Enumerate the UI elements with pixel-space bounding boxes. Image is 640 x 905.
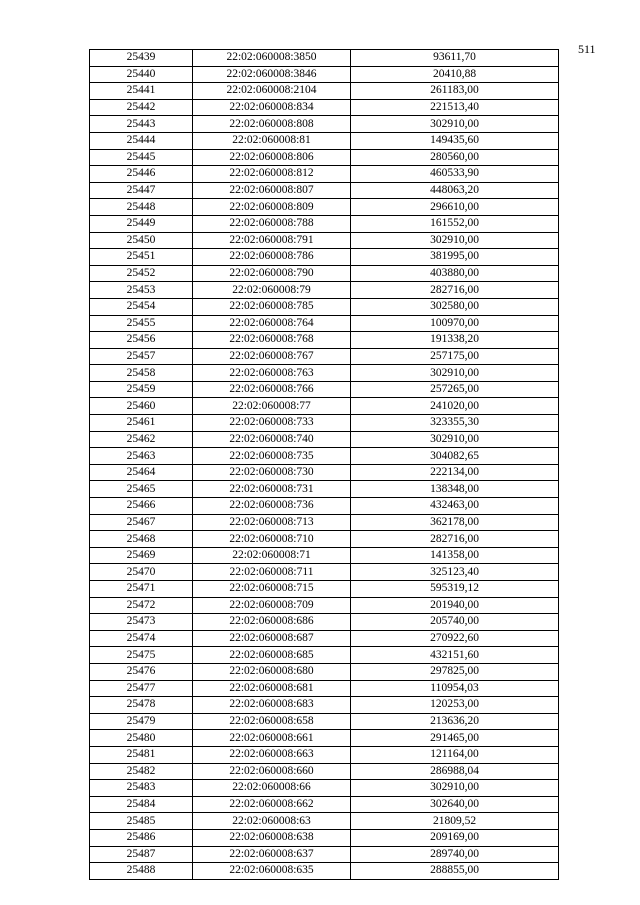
table-row bbox=[90, 746, 559, 763]
row-number-cell: 25451 bbox=[90, 249, 193, 266]
cadastral-number-cell: 22:02:060008:735 bbox=[193, 448, 351, 465]
cadastral-number-cell: 22:02:060008:768 bbox=[193, 332, 351, 349]
table-row bbox=[90, 365, 559, 382]
row-number-cell: 25467 bbox=[90, 514, 193, 531]
row-number-cell: 25453 bbox=[90, 282, 193, 299]
cadastral-number-cell: 22:02:060008:3846 bbox=[193, 66, 351, 83]
cadastral-number-cell: 22:02:060008:834 bbox=[193, 99, 351, 116]
row-number-cell: 25483 bbox=[90, 780, 193, 797]
value-cell: 20410,88 bbox=[351, 66, 559, 83]
row-number-cell: 25486 bbox=[90, 829, 193, 846]
table-row bbox=[90, 780, 559, 797]
cadastral-number-cell: 22:02:060008:736 bbox=[193, 498, 351, 515]
row-number-cell: 25443 bbox=[90, 116, 193, 133]
cadastral-number-cell: 22:02:060008:731 bbox=[193, 481, 351, 498]
cadastral-number-cell: 22:02:060008:730 bbox=[193, 464, 351, 481]
value-cell: 288855,00 bbox=[351, 863, 559, 880]
cadastral-number-cell: 22:02:060008:681 bbox=[193, 680, 351, 697]
table-row bbox=[90, 697, 559, 714]
cadastral-number-cell: 22:02:060008:806 bbox=[193, 149, 351, 166]
row-number-cell: 25459 bbox=[90, 381, 193, 398]
value-cell: 205740,00 bbox=[351, 614, 559, 631]
value-cell: 289740,00 bbox=[351, 846, 559, 863]
row-number-cell: 25445 bbox=[90, 149, 193, 166]
cadastral-number-cell: 22:02:060008:786 bbox=[193, 249, 351, 266]
table-row bbox=[90, 249, 559, 266]
table-row bbox=[90, 498, 559, 515]
value-cell: 270922,60 bbox=[351, 630, 559, 647]
row-number-cell: 25470 bbox=[90, 564, 193, 581]
cadastral-number-cell: 22:02:060008:709 bbox=[193, 597, 351, 614]
cadastral-number-cell: 22:02:060008:2104 bbox=[193, 83, 351, 100]
cadastral-number-cell: 22:02:060008:71 bbox=[193, 547, 351, 564]
cadastral-number-cell: 22:02:060008:661 bbox=[193, 730, 351, 747]
table-row bbox=[90, 149, 559, 166]
cadastral-number-cell: 22:02:060008:710 bbox=[193, 531, 351, 548]
value-cell: 286988,04 bbox=[351, 763, 559, 780]
table-row bbox=[90, 332, 559, 349]
value-cell: 121164,00 bbox=[351, 746, 559, 763]
table-row bbox=[90, 846, 559, 863]
row-number-cell: 25444 bbox=[90, 132, 193, 149]
row-number-cell: 25457 bbox=[90, 348, 193, 365]
row-number-cell: 25468 bbox=[90, 531, 193, 548]
value-cell: 460533,90 bbox=[351, 166, 559, 183]
table-row bbox=[90, 66, 559, 83]
value-cell: 161552,00 bbox=[351, 215, 559, 232]
cadastral-number-cell: 22:02:060008:63 bbox=[193, 813, 351, 830]
cadastral-number-cell: 22:02:060008:807 bbox=[193, 182, 351, 199]
table-row bbox=[90, 514, 559, 531]
table-row bbox=[90, 415, 559, 432]
cadastral-number-cell: 22:02:060008:658 bbox=[193, 713, 351, 730]
table-row bbox=[90, 166, 559, 183]
table-row bbox=[90, 348, 559, 365]
table-row bbox=[90, 730, 559, 747]
cadastral-number-cell: 22:02:060008:680 bbox=[193, 663, 351, 680]
value-cell: 304082,65 bbox=[351, 448, 559, 465]
row-number-cell: 25472 bbox=[90, 597, 193, 614]
table-row bbox=[90, 182, 559, 199]
row-number-cell: 25478 bbox=[90, 697, 193, 714]
value-cell: 100970,00 bbox=[351, 315, 559, 332]
value-cell: 241020,00 bbox=[351, 398, 559, 415]
cadastral-number-cell: 22:02:060008:791 bbox=[193, 232, 351, 249]
cadastral-number-cell: 22:02:060008:767 bbox=[193, 348, 351, 365]
table-row bbox=[90, 564, 559, 581]
row-number-cell: 25487 bbox=[90, 846, 193, 863]
value-cell: 302580,00 bbox=[351, 298, 559, 315]
cadastral-number-cell: 22:02:060008:683 bbox=[193, 697, 351, 714]
row-number-cell: 25471 bbox=[90, 581, 193, 598]
cadastral-number-cell: 22:02:060008:3850 bbox=[193, 50, 351, 67]
table-row bbox=[90, 663, 559, 680]
table-row bbox=[90, 481, 559, 498]
value-cell: 110954,03 bbox=[351, 680, 559, 697]
value-cell: 213636,20 bbox=[351, 713, 559, 730]
page-number: 511 bbox=[578, 42, 596, 56]
value-cell: 403880,00 bbox=[351, 265, 559, 282]
table-row bbox=[90, 83, 559, 100]
cadastral-number-cell: 22:02:060008:812 bbox=[193, 166, 351, 183]
value-cell: 222134,00 bbox=[351, 464, 559, 481]
cadastral-number-cell: 22:02:060008:711 bbox=[193, 564, 351, 581]
row-number-cell: 25484 bbox=[90, 796, 193, 813]
row-number-cell: 25485 bbox=[90, 813, 193, 830]
cadastral-number-cell: 22:02:060008:81 bbox=[193, 132, 351, 149]
value-cell: 296610,00 bbox=[351, 199, 559, 216]
row-number-cell: 25454 bbox=[90, 298, 193, 315]
row-number-cell: 25488 bbox=[90, 863, 193, 880]
row-number-cell: 25448 bbox=[90, 199, 193, 216]
value-cell: 257265,00 bbox=[351, 381, 559, 398]
row-number-cell: 25440 bbox=[90, 66, 193, 83]
row-number-cell: 25452 bbox=[90, 265, 193, 282]
table-row bbox=[90, 431, 559, 448]
cadastral-number-cell: 22:02:060008:662 bbox=[193, 796, 351, 813]
cadastral-number-cell: 22:02:060008:785 bbox=[193, 298, 351, 315]
value-cell: 381995,00 bbox=[351, 249, 559, 266]
cadastral-number-cell: 22:02:060008:79 bbox=[193, 282, 351, 299]
value-cell: 302910,00 bbox=[351, 431, 559, 448]
cadastral-table bbox=[89, 49, 559, 880]
cadastral-number-cell: 22:02:060008:687 bbox=[193, 630, 351, 647]
table-row bbox=[90, 50, 559, 67]
row-number-cell: 25441 bbox=[90, 83, 193, 100]
cadastral-number-cell: 22:02:060008:766 bbox=[193, 381, 351, 398]
cadastral-number-cell: 22:02:060008:660 bbox=[193, 763, 351, 780]
table-row bbox=[90, 282, 559, 299]
table-row bbox=[90, 99, 559, 116]
row-number-cell: 25474 bbox=[90, 630, 193, 647]
table-row bbox=[90, 713, 559, 730]
value-cell: 325123,40 bbox=[351, 564, 559, 581]
table-row bbox=[90, 398, 559, 415]
table-row bbox=[90, 232, 559, 249]
row-number-cell: 25456 bbox=[90, 332, 193, 349]
value-cell: 432151,60 bbox=[351, 647, 559, 664]
table-row bbox=[90, 116, 559, 133]
table-row bbox=[90, 448, 559, 465]
cadastral-number-cell: 22:02:060008:66 bbox=[193, 780, 351, 797]
table-row bbox=[90, 464, 559, 481]
value-cell: 257175,00 bbox=[351, 348, 559, 365]
cadastral-number-cell: 22:02:060008:637 bbox=[193, 846, 351, 863]
cadastral-number-cell: 22:02:060008:715 bbox=[193, 581, 351, 598]
value-cell: 209169,00 bbox=[351, 829, 559, 846]
table-row bbox=[90, 763, 559, 780]
row-number-cell: 25480 bbox=[90, 730, 193, 747]
row-number-cell: 25458 bbox=[90, 365, 193, 382]
cadastral-number-cell: 22:02:060008:663 bbox=[193, 746, 351, 763]
table-row bbox=[90, 597, 559, 614]
row-number-cell: 25450 bbox=[90, 232, 193, 249]
row-number-cell: 25464 bbox=[90, 464, 193, 481]
value-cell: 302910,00 bbox=[351, 780, 559, 797]
value-cell: 191338,20 bbox=[351, 332, 559, 349]
row-number-cell: 25465 bbox=[90, 481, 193, 498]
table-row bbox=[90, 647, 559, 664]
value-cell: 149435,60 bbox=[351, 132, 559, 149]
value-cell: 448063,20 bbox=[351, 182, 559, 199]
value-cell: 302640,00 bbox=[351, 796, 559, 813]
value-cell: 323355,30 bbox=[351, 415, 559, 432]
row-number-cell: 25477 bbox=[90, 680, 193, 697]
value-cell: 138348,00 bbox=[351, 481, 559, 498]
value-cell: 280560,00 bbox=[351, 149, 559, 166]
table-row bbox=[90, 381, 559, 398]
value-cell: 93611,70 bbox=[351, 50, 559, 67]
row-number-cell: 25473 bbox=[90, 614, 193, 631]
table-row bbox=[90, 581, 559, 598]
cadastral-number-cell: 22:02:060008:77 bbox=[193, 398, 351, 415]
table-row bbox=[90, 813, 559, 830]
value-cell: 302910,00 bbox=[351, 232, 559, 249]
row-number-cell: 25469 bbox=[90, 547, 193, 564]
value-cell: 297825,00 bbox=[351, 663, 559, 680]
row-number-cell: 25475 bbox=[90, 647, 193, 664]
cadastral-number-cell: 22:02:060008:686 bbox=[193, 614, 351, 631]
row-number-cell: 25439 bbox=[90, 50, 193, 67]
table-row bbox=[90, 298, 559, 315]
table-row bbox=[90, 614, 559, 631]
table-row bbox=[90, 315, 559, 332]
cadastral-number-cell: 22:02:060008:764 bbox=[193, 315, 351, 332]
row-number-cell: 25442 bbox=[90, 99, 193, 116]
value-cell: 282716,00 bbox=[351, 282, 559, 299]
value-cell: 432463,00 bbox=[351, 498, 559, 515]
row-number-cell: 25466 bbox=[90, 498, 193, 515]
value-cell: 302910,00 bbox=[351, 116, 559, 133]
cadastral-number-cell: 22:02:060008:635 bbox=[193, 863, 351, 880]
table-body bbox=[90, 50, 559, 880]
table-row bbox=[90, 829, 559, 846]
table-row bbox=[90, 531, 559, 548]
row-number-cell: 25449 bbox=[90, 215, 193, 232]
table-row bbox=[90, 680, 559, 697]
row-number-cell: 25455 bbox=[90, 315, 193, 332]
row-number-cell: 25462 bbox=[90, 431, 193, 448]
cadastral-number-cell: 22:02:060008:808 bbox=[193, 116, 351, 133]
value-cell: 201940,00 bbox=[351, 597, 559, 614]
table-row bbox=[90, 132, 559, 149]
row-number-cell: 25481 bbox=[90, 746, 193, 763]
value-cell: 21809,52 bbox=[351, 813, 559, 830]
value-cell: 291465,00 bbox=[351, 730, 559, 747]
row-number-cell: 25460 bbox=[90, 398, 193, 415]
table-row bbox=[90, 863, 559, 880]
row-number-cell: 25476 bbox=[90, 663, 193, 680]
value-cell: 221513,40 bbox=[351, 99, 559, 116]
row-number-cell: 25482 bbox=[90, 763, 193, 780]
cadastral-number-cell: 22:02:060008:790 bbox=[193, 265, 351, 282]
row-number-cell: 25447 bbox=[90, 182, 193, 199]
value-cell: 362178,00 bbox=[351, 514, 559, 531]
cadastral-number-cell: 22:02:060008:809 bbox=[193, 199, 351, 216]
cadastral-number-cell: 22:02:060008:788 bbox=[193, 215, 351, 232]
row-number-cell: 25461 bbox=[90, 415, 193, 432]
cadastral-number-cell: 22:02:060008:638 bbox=[193, 829, 351, 846]
value-cell: 261183,00 bbox=[351, 83, 559, 100]
table-row bbox=[90, 265, 559, 282]
value-cell: 282716,00 bbox=[351, 531, 559, 548]
table-row bbox=[90, 547, 559, 564]
table-row bbox=[90, 796, 559, 813]
cadastral-number-cell: 22:02:060008:713 bbox=[193, 514, 351, 531]
cadastral-number-cell: 22:02:060008:733 bbox=[193, 415, 351, 432]
row-number-cell: 25446 bbox=[90, 166, 193, 183]
cadastral-number-cell: 22:02:060008:740 bbox=[193, 431, 351, 448]
table-row bbox=[90, 199, 559, 216]
table-row bbox=[90, 630, 559, 647]
table-row bbox=[90, 215, 559, 232]
cadastral-number-cell: 22:02:060008:685 bbox=[193, 647, 351, 664]
value-cell: 141358,00 bbox=[351, 547, 559, 564]
row-number-cell: 25463 bbox=[90, 448, 193, 465]
value-cell: 120253,00 bbox=[351, 697, 559, 714]
cadastral-number-cell: 22:02:060008:763 bbox=[193, 365, 351, 382]
value-cell: 302910,00 bbox=[351, 365, 559, 382]
row-number-cell: 25479 bbox=[90, 713, 193, 730]
value-cell: 595319,12 bbox=[351, 581, 559, 598]
